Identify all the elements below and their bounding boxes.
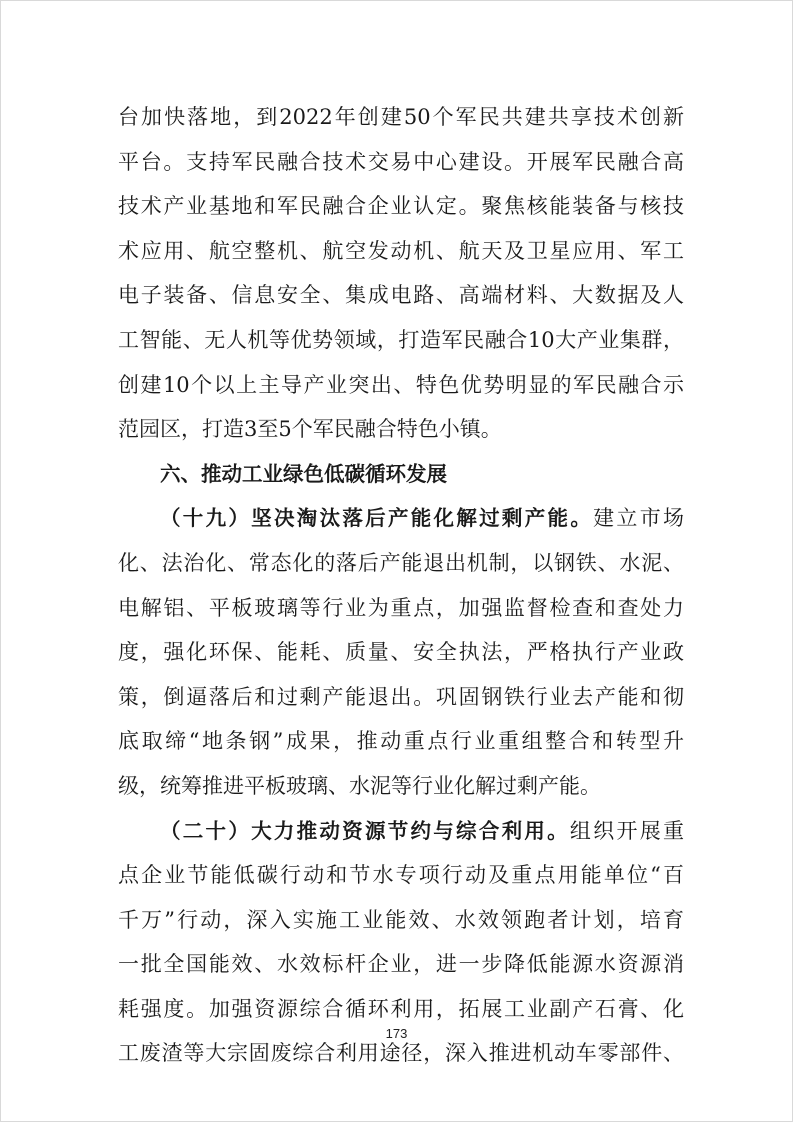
body-line: 底取缔“地条钢”成果，推动重点行业重组整合和转型升 bbox=[118, 729, 684, 754]
body-line: 一批全国能效、水效标杆企业，进一步降低能源水资源消 bbox=[118, 952, 684, 977]
paragraph-19-first-text: 建立市场 bbox=[593, 506, 684, 531]
body-line: 工智能、无人机等优势领域，打造军民融合10大产业集群， bbox=[118, 327, 684, 352]
section-heading: 六、推动工业绿色低碳循环发展 bbox=[160, 461, 447, 486]
body-line: 度，强化环保、能耗、质量、安全执法，严格执行产业政 bbox=[118, 640, 684, 665]
paragraph-19-first-line bbox=[118, 496, 684, 541]
body-line: 台加快落地，到2022年创建50个军民共建共享技术创新 bbox=[118, 105, 684, 129]
paragraph-20-first-line bbox=[118, 809, 684, 854]
page-number: 173 bbox=[385, 1026, 408, 1041]
body-line: 范园区，打造3至5个军民融合特色小镇。 bbox=[118, 417, 502, 442]
body-line: 策，倒逼落后和过剩产能退出。巩固钢铁行业去产能和彻 bbox=[118, 684, 684, 709]
body-line: 耗强度。加强资源综合循环利用，拓展工业副产石膏、化 bbox=[118, 996, 684, 1021]
paragraph-19-title: （十九）坚决淘汰落后产能化解过剩产能。 bbox=[160, 506, 594, 531]
body-line: 点企业节能低碳行动和节水专项行动及重点用能单位“百 bbox=[118, 863, 684, 888]
document-body bbox=[118, 95, 684, 1076]
body-line: 千万”行动，深入实施工业能效、水效领跑者计划，培育 bbox=[118, 907, 684, 932]
body-line: 创建10个以上主导产业突出、特色优势明显的军民融合示 bbox=[118, 372, 684, 397]
body-line: 化、法治化、常态化的落后产能退出机制，以钢铁、水泥、 bbox=[118, 550, 684, 575]
body-line: 电子装备、信息安全、集成电路、高端材料、大数据及人 bbox=[118, 283, 684, 308]
body-line: 级，统筹推进平板玻璃、水泥等行业化解过剩产能。 bbox=[118, 773, 601, 798]
paragraph-20-title: （二十）大力推动资源节约与综合利用。 bbox=[160, 818, 570, 843]
body-line: 术应用、航空整机、航空发动机、航天及卫星应用、军工 bbox=[118, 238, 684, 263]
body-line: 电解铝、平板玻璃等行业为重点，加强监督检查和查处力 bbox=[118, 595, 684, 620]
body-line: 技术产业基地和军民融合企业认定。聚焦核能装备与核技 bbox=[118, 194, 684, 219]
paragraph-20-first-text: 组织开展重 bbox=[569, 818, 684, 843]
body-line: 平台。支持军民融合技术交易中心建设。开展军民融合高 bbox=[118, 149, 684, 174]
body-line: 工废渣等大宗固废综合利用途径，深入推进机动车零部件、 bbox=[118, 1041, 684, 1066]
